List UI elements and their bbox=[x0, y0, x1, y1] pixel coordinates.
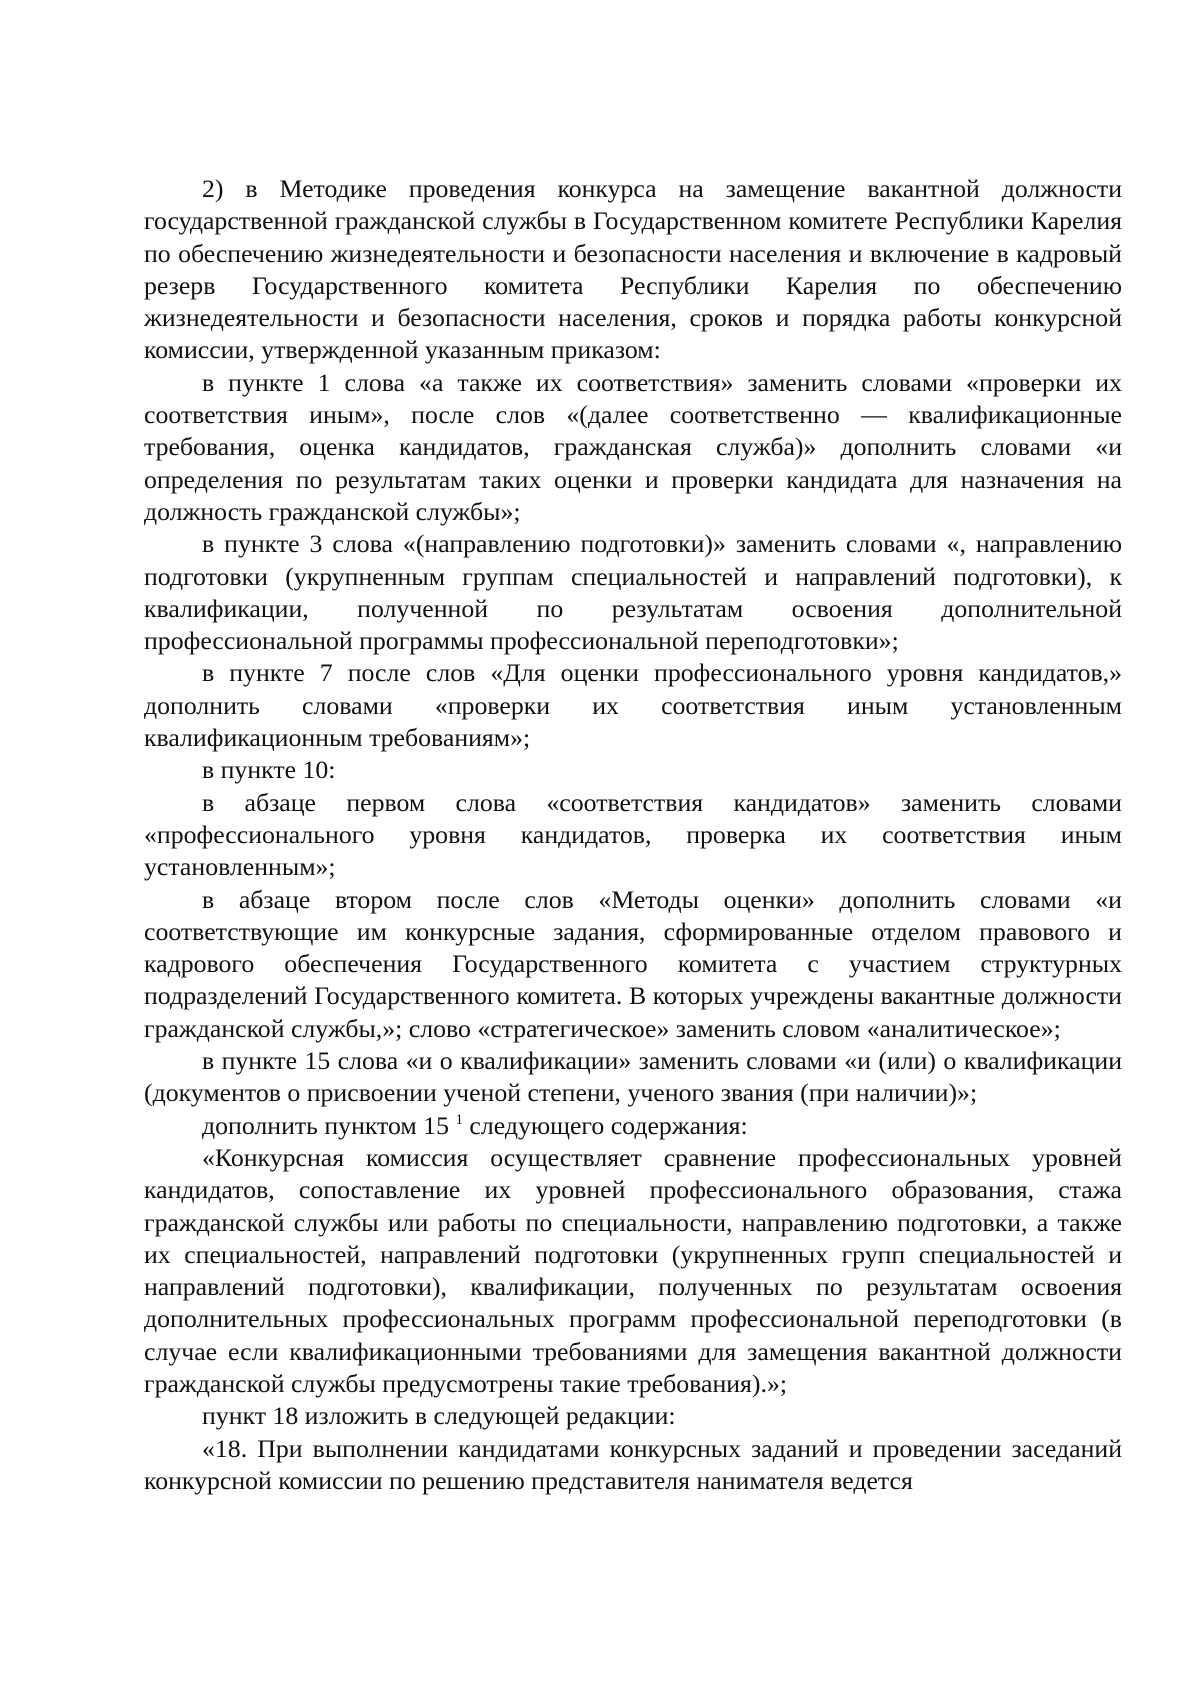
paragraph-point-3: в пункте 3 слова «(направлению подготовки)» заменить словами «, направлению подготовки (укрупненным группам специальностей и направлений подготовки), к квалификации, полученной по результатам освоения дополнительной профессиональной программы профессиональной переподготовки»; bbox=[144, 529, 1122, 656]
paragraph-point-15-1-content: «Конкурсная комиссия осуществляет сравнение профессиональных уровней кандидатов, сопоставление их уровней профессионального образования, стажа гражданской службы или работы по специальности, направлению подготовки, а также их специальностей, направлений подготовки (укрупненных групп специальностей и направлений подготовки), квалификации, полученных по результатам освоения дополнительных профессиональных программ профессиональной переподготовки (в случае если квалификационными требованиями для замещения вакантной должности гражданской службы предусмотрены такие требования).»; bbox=[144, 1142, 1122, 1398]
document-page bbox=[144, 173, 1122, 1497]
superscript-index: 1 bbox=[455, 1111, 463, 1128]
paragraph-point-1: в пункте 1 слова «а также их соответствия» заменить словами «проверки их соответствия иным», после слов «(далее соответственно — квалификационные требования, оценка кандидатов, гражданская служба)» дополнить словами «и определения по результатам таких оценки и проверки кандидата для назначения на должность гражданской службы»; bbox=[144, 367, 1122, 526]
add-point-text: дополнить пунктом 15 bbox=[202, 1110, 449, 1140]
paragraph-point-10-first: в абзаце первом слова «соответствия кандидатов» заменить словами «профессионального уровня кандидатов, проверка их соответствия иным установленным»; bbox=[144, 787, 1122, 882]
paragraph-add-point-15-1 bbox=[144, 1110, 1122, 1142]
paragraph-point-18: пункт 18 изложить в следующей редакции: bbox=[202, 1401, 676, 1431]
paragraph-methodology-intro: 2) в Методике проведения конкурса на замещение вакантной должности государственной гражданской службы в Государственном комитете Республики Карелия по обеспечению жизнедеятельности и безопасности населения и включение в кадровый резерв Государственного комитета Республики Карелия по обеспечению жизнедеятельности и безопасности населения, сроков и порядка работы конкурсной комиссии, утвержденной указанным приказом: bbox=[144, 174, 1122, 365]
paragraph-point-10: в пункте 10: bbox=[202, 755, 336, 785]
paragraph-point-18-content: «18. При выполнении кандидатами конкурсных заданий и проведении заседаний конкурсной комиссии по решению представителя нанимателя ведется bbox=[144, 1433, 1122, 1495]
paragraph-point-10-second: в абзаце втором после слов «Методы оценки» дополнить словами «и соответствующие им конкурсные задания, сформированные отделом правового и кадрового обеспечения Государственного комитета с участием структурных подразделений Государственного комитета. В которых учреждены вакантные должности гражданской службы,»; слово «стратегическое» заменить словом «аналитическое»; bbox=[144, 884, 1122, 1043]
paragraph-point-7: в пункте 7 после слов «Для оценки профессионального уровня кандидатов,» дополнить словами «проверки их соответствия иным установленным квалификационным требованиям»; bbox=[144, 658, 1122, 753]
add-point-text-tail: следующего содержания: bbox=[462, 1110, 748, 1140]
paragraph-point-15: в пункте 15 слова «и о квалификации» заменить словами «и (или) о квалификации (документов о присвоении ученой степени, ученого звания (при наличии)»; bbox=[144, 1046, 1122, 1108]
